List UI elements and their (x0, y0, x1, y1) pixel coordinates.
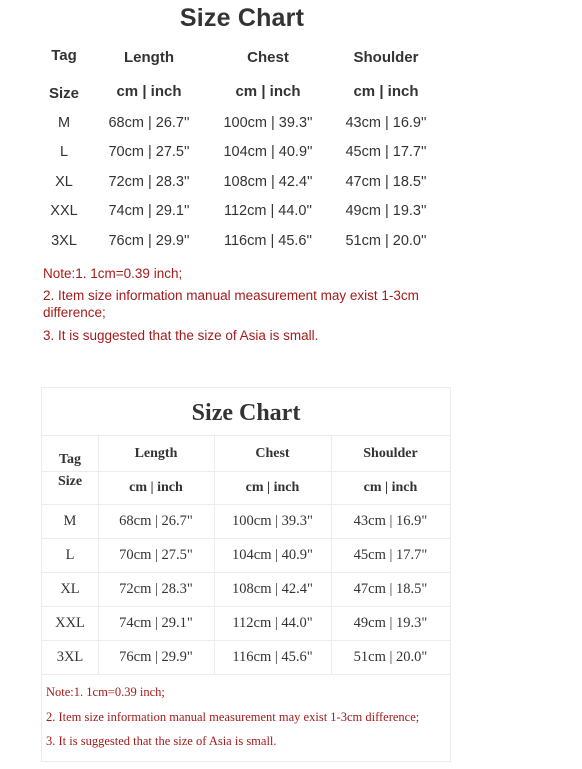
table-cell-shoulder: 49cm | 19.3'' (345, 203, 427, 219)
header-tag: Tag (58, 452, 82, 467)
table-cell-shoulder: 45cm | 17.7" (353, 547, 428, 563)
table-cell-length: 70cm | 27.5'' (108, 144, 190, 160)
divider (42, 504, 450, 505)
table-cell-length: 74cm | 29.1'' (108, 203, 190, 219)
size-chart-bottom (41, 387, 451, 762)
table-cell-shoulder: 47cm | 18.5" (353, 581, 428, 597)
header-chest: Chest (247, 49, 289, 66)
size-chart-title: Size Chart (179, 4, 305, 32)
note-line-1: Note:1. 1cm=0.39 inch; (43, 266, 183, 281)
table-cell-chest: 116cm | 45.6'' (223, 233, 313, 249)
table-cell-shoulder: 43cm | 16.9'' (345, 115, 427, 131)
table-cell-shoulder: 47cm | 18.5'' (345, 174, 427, 190)
divider (42, 674, 450, 675)
divider (42, 538, 450, 539)
header-shoulder: Shoulder (363, 446, 418, 461)
header-chest: Chest (255, 446, 290, 461)
divider (42, 640, 450, 641)
table-cell-chest: 108cm | 42.4'' (223, 174, 313, 190)
table-cell-length: 70cm | 27.5" (119, 547, 193, 563)
header-chest-unit: cm | inch (245, 480, 300, 495)
header-length-unit: cm | inch (116, 83, 182, 100)
note-line-3: 3. It is suggested that the size of Asia is small. (43, 328, 319, 343)
header-size: Size (57, 474, 83, 489)
header-shoulder: Shoulder (353, 49, 419, 66)
table-cell-size: L (65, 547, 75, 563)
divider (42, 606, 450, 607)
table-cell-size: L (59, 144, 69, 160)
table-cell-length: 68cm | 26.7'' (108, 115, 190, 131)
table-cell-size: XL (55, 174, 73, 190)
table-cell-size: XL (60, 581, 80, 597)
table-cell-chest: 104cm | 40.9'' (223, 144, 313, 160)
header-chest-unit: cm | inch (235, 83, 301, 100)
table-cell-shoulder: 49cm | 19.3" (353, 615, 428, 631)
table-cell-shoulder: 45cm | 17.7'' (345, 144, 427, 160)
header-shoulder-unit: cm | inch (363, 480, 418, 495)
header-length-unit: cm | inch (129, 480, 183, 495)
table-cell-chest: 116cm | 45.6" (232, 649, 313, 665)
table-cell-length: 72cm | 28.3'' (108, 174, 190, 190)
note-line-2: 2. Item size information manual measurement may exist 1-3cm difference; (46, 710, 420, 724)
note-line-1: Note:1. 1cm=0.39 inch; (46, 685, 165, 699)
header-length: Length (134, 446, 178, 461)
table-cell-chest: 112cm | 44.0" (232, 615, 313, 631)
divider (42, 572, 450, 573)
divider (42, 471, 450, 472)
table-cell-length: 68cm | 26.7" (119, 513, 193, 529)
table-cell-length: 74cm | 29.1" (119, 615, 193, 631)
header-length: Length (124, 49, 174, 66)
header-shoulder-unit: cm | inch (353, 83, 419, 100)
table-cell-size: M (57, 115, 71, 131)
table-cell-size: 3XL (51, 233, 77, 249)
note-line-2: 2. Item size information manual measurement may exist 1-3cm difference; (43, 288, 419, 320)
table-cell-chest: 108cm | 42.4" (232, 581, 313, 597)
table-cell-chest: 100cm | 39.3" (232, 513, 313, 529)
table-cell-size: XXL (55, 615, 85, 631)
table-cell-size: 3XL (56, 649, 84, 665)
table-cell-size: XXL (50, 203, 78, 219)
table-cell-size: M (63, 513, 77, 529)
table-cell-length: 72cm | 28.3" (119, 581, 193, 597)
table-cell-length: 76cm | 29.9'' (108, 233, 190, 249)
table-cell-length: 76cm | 29.9" (119, 649, 193, 665)
note-line-3: 3. It is suggested that the size of Asia is small. (46, 734, 277, 748)
header-tag: Tag (51, 47, 77, 64)
table-cell-chest: 104cm | 40.9" (232, 547, 313, 563)
size-chart-title: Size Chart (191, 400, 301, 426)
header-size: Size (48, 85, 79, 102)
table-cell-chest: 112cm | 44.0'' (223, 203, 313, 219)
table-cell-shoulder: 51cm | 20.0'' (345, 233, 427, 249)
table-cell-shoulder: 51cm | 20.0" (353, 649, 428, 665)
table-cell-chest: 100cm | 39.3'' (223, 115, 313, 131)
divider (42, 435, 450, 436)
table-cell-shoulder: 43cm | 16.9" (353, 513, 428, 529)
